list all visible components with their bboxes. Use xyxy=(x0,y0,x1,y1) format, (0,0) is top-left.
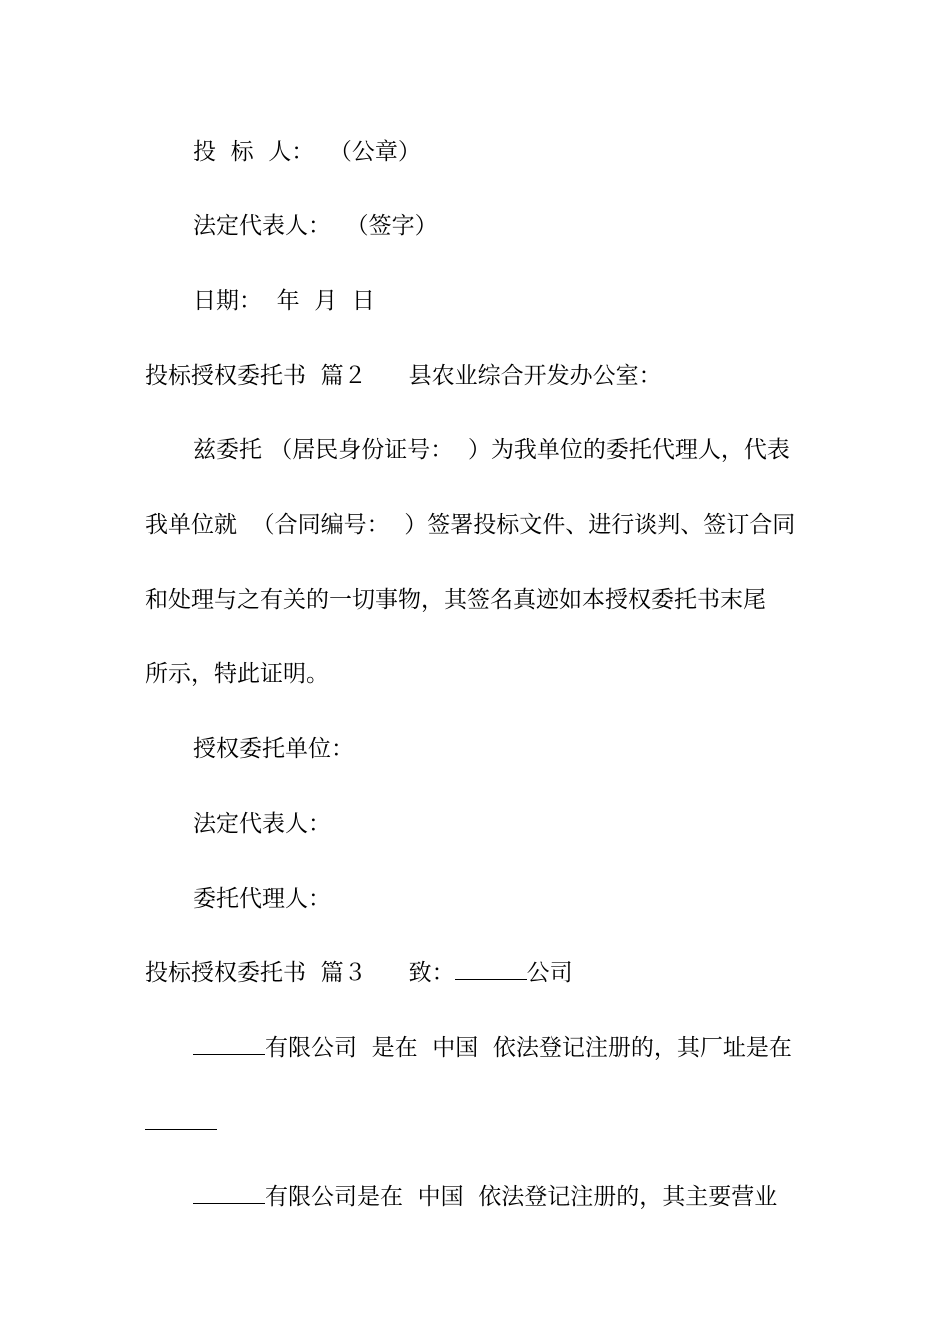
company-name-blank xyxy=(193,1034,265,1055)
section-2-body-line-4: 所示，特此证明。 xyxy=(145,661,329,687)
section-3-para-2-text: 有限公司是在 中国 依法登记注册的，其主要营业 xyxy=(265,1184,778,1210)
field-agent: 委托代理人： xyxy=(193,886,331,912)
section-3-heading: 投标授权委托书 篇３ xyxy=(145,960,367,986)
section-2-heading-line xyxy=(145,361,662,391)
section-3-para-1-text: 有限公司 是在 中国 依法登记注册的，其厂址是在 xyxy=(265,1035,792,1061)
section-3-addressee-suffix: 公司 xyxy=(526,960,573,986)
factory-address-blank-line xyxy=(145,1108,217,1138)
company-name-blank xyxy=(455,959,527,980)
field-legal-rep: 法定代表人： xyxy=(193,811,331,837)
date-line: 日期： 年 月 日 xyxy=(193,288,375,314)
section-3-para-1-line xyxy=(193,1033,792,1063)
section-2-addressee: 县农业综合开发办公室： xyxy=(408,363,662,389)
section-2-heading: 投标授权委托书 篇２ xyxy=(145,363,367,389)
section-3-heading-line xyxy=(145,958,573,988)
section-3-addressee-prefix: 致： xyxy=(408,960,455,986)
section-3-para-2-line xyxy=(193,1182,777,1212)
section-2-body-line-1: 兹委托 （居民身份证号： ）为我单位的委托代理人，代表 xyxy=(193,437,790,463)
factory-address-blank xyxy=(145,1109,217,1130)
field-authorizing-unit: 授权委托单位： xyxy=(193,736,354,762)
section-2-body-line-3: 和处理与之有关的一切事物，其签名真迹如本授权委托书末尾 xyxy=(145,587,766,613)
section-2-body-line-2: 我单位就 （合同编号： ）签署投标文件、进行谈判、签订合同 xyxy=(145,512,796,538)
bidder-line: 投 标 人： （公章） xyxy=(193,139,421,165)
company-name-blank xyxy=(193,1183,265,1204)
legal-rep-signature-line: 法定代表人： （签字） xyxy=(193,213,438,239)
